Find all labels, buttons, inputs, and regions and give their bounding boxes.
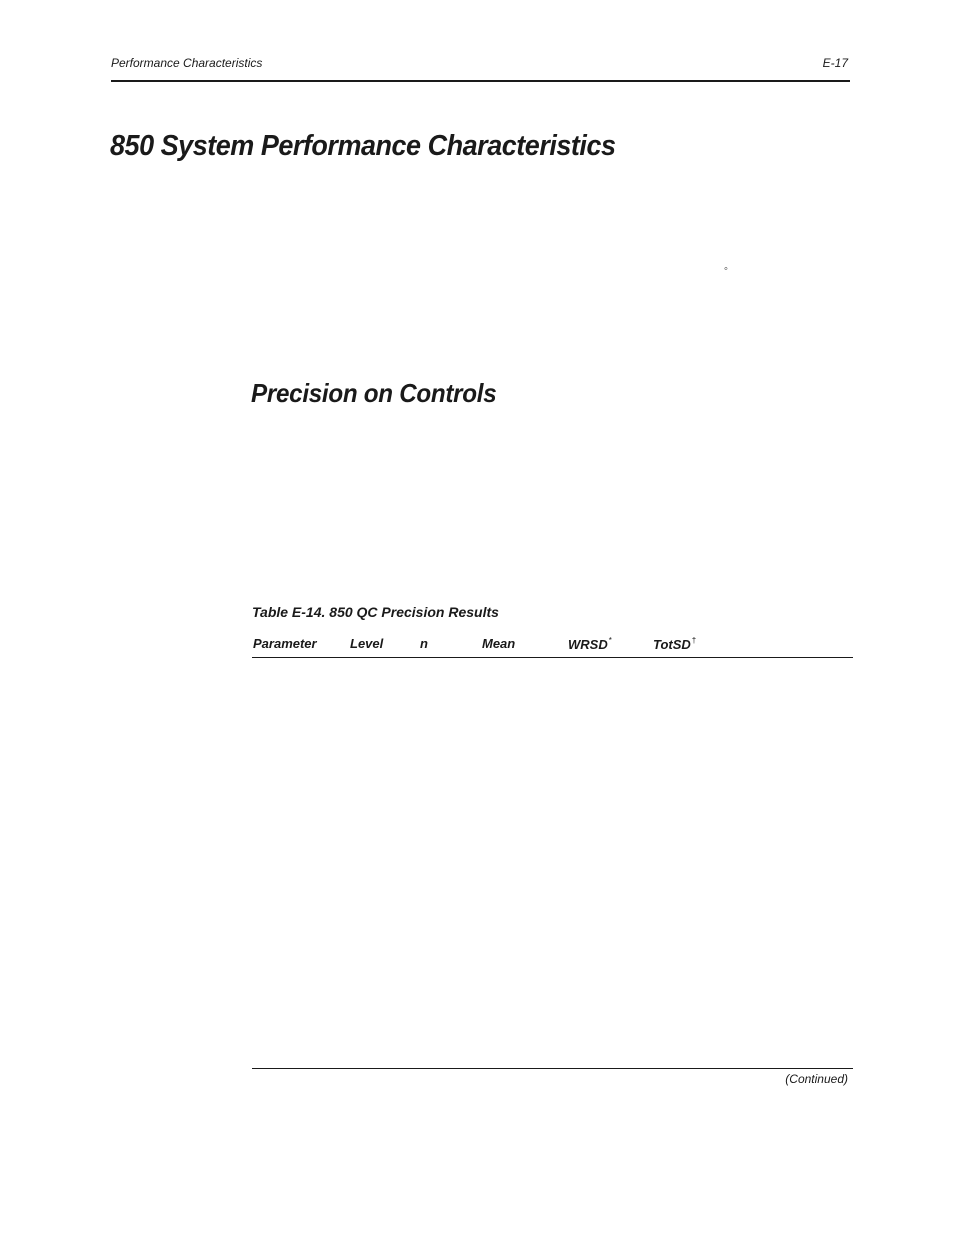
column-header-totsd <box>653 636 696 652</box>
page-number: E-17 <box>822 56 848 70</box>
table-bottom-rule <box>252 1068 853 1069</box>
column-header-n-label: n <box>420 636 428 651</box>
footnote-mark-asterisk: * <box>608 636 612 645</box>
column-header-wrsd-label: WRSD <box>568 637 608 652</box>
column-header-level-label: Level <box>350 636 384 651</box>
page-title: 850 System Performance Characteristics <box>110 130 616 162</box>
column-header-mean-label: Mean <box>482 636 516 651</box>
column-header-n <box>420 636 428 651</box>
table-caption: Table E-14. 850 QC Precision Results <box>252 604 499 620</box>
column-header-level <box>350 636 383 651</box>
footnote-mark-dagger: † <box>691 636 697 645</box>
table-header-rule <box>252 657 853 658</box>
column-header-totsd-label: TotSD <box>653 637 691 652</box>
column-header-wrsd <box>568 636 612 652</box>
running-head: Performance Characteristics <box>111 56 263 70</box>
section-title: Precision on Controls <box>251 378 497 408</box>
header-rule <box>111 80 850 82</box>
column-header-parameter-label: Parameter <box>253 636 317 651</box>
degree-mark: ◦ <box>724 263 728 275</box>
column-header-parameter <box>253 636 317 651</box>
column-header-mean <box>482 636 515 651</box>
continued-label: (Continued) <box>785 1072 848 1086</box>
